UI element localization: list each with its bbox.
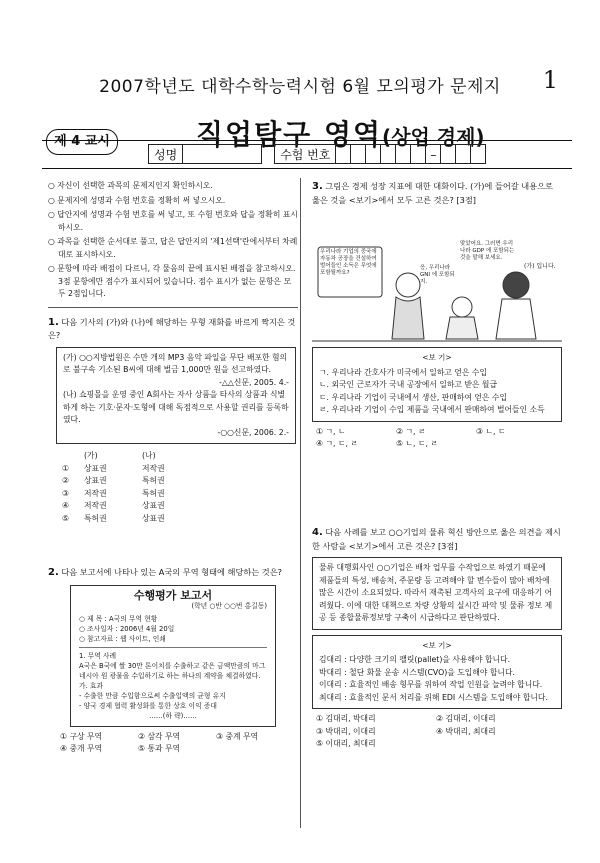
instructions	[48, 180, 298, 301]
question-stem: 다음 기사의 (가)와 (나)에 해당하는 무형 재화를 바르게 짝지은 것은?	[48, 316, 296, 340]
exam-number-dash: –	[426, 144, 441, 164]
report-body: A국은 B국에 쌀 30만 톤이치를 수출하고 같은 금액만큼의 마그네시아 원 광물을 수입하기로 하는 하나의 계약을 체결하였다.	[79, 661, 266, 680]
answer-option[interactable]: ④ ㄱ, ㄷ, ㄹ	[316, 439, 358, 448]
report-title: 수행평가 보고서	[133, 588, 213, 602]
speech-bubble-right: 맞았어요. 그러면 우리나라 GDP 에 포함되는 것을 말해 보세요.	[460, 241, 515, 261]
answer-option[interactable]: ① ㄱ, ㄴ	[316, 426, 346, 436]
right-column-q4	[312, 526, 562, 751]
col-ga-header: (가)	[84, 451, 98, 460]
exam-number-digit[interactable]	[396, 144, 411, 164]
question-2	[48, 566, 298, 580]
question-3	[312, 180, 562, 206]
q1-passage-box	[56, 347, 296, 445]
passage-ga: (가) ○○지방법원은 수만 개의 MP3 음악 파일을 무단 배포한 혐의로 불구속 기소된 B씨에 대해 벌금 1,000만 원을 선고하였다.	[63, 352, 288, 374]
question-number: 3.	[312, 181, 323, 192]
question-number: 1.	[48, 316, 59, 328]
q2-options	[60, 731, 298, 756]
answer-option[interactable]: ③ ㄴ, ㄷ	[476, 426, 506, 436]
header-rule-bottom	[42, 168, 572, 169]
exam-number-digit[interactable]	[471, 144, 486, 164]
report-omitted: ……(하 략)……	[149, 711, 197, 720]
q1-options	[62, 450, 298, 525]
left-column-q2	[48, 566, 298, 756]
bogi-item: ㄷ. 우리나라 기업이 국내에서 생산, 판매하여 얻은 수입	[319, 392, 508, 402]
bogi-item: 김대리 : 다양한 크기의 팰릿(pallet)을 사용해야 합니다.	[319, 655, 511, 664]
q3-options	[316, 426, 562, 451]
answer-option[interactable]: ① 김대리, 박대리	[316, 714, 376, 723]
q4-bogi-box	[312, 635, 562, 710]
instruction-item: ○ 문제지에 성명과 수험 번호를 정확히 써 넣으시오.	[48, 195, 226, 205]
question-number: 4.	[312, 527, 323, 538]
report-effect: - 양국 경제 협력 활성화를 통한 상호 이익 증대	[79, 701, 217, 710]
name-field[interactable]	[183, 144, 262, 164]
report-item: ○ 조사일자 : 2006년 4월 20일	[79, 624, 175, 633]
subject-subtitle: (상업 경제)	[382, 125, 485, 149]
subject-name: 직업탐구 영역	[196, 118, 383, 151]
answer-option[interactable]: ③ 중계 무역	[216, 731, 259, 741]
speech-bubble-left: 우리나라 기업의 중국에 자동차 공장을 건설하여 벌어들인 소득은 무엇에 포함될까요?	[320, 249, 377, 276]
header-rule-top	[42, 140, 572, 141]
bogi-item: 박대리 : 철단 화물 운송 시스템(CVO)을 도입해야 합니다.	[319, 667, 515, 677]
name-label: 성명	[148, 144, 183, 164]
exam-number-digit[interactable]	[441, 144, 456, 164]
exam-title: 2007학년도 대학수학능력시험 6월 모의평가 문제지	[99, 77, 501, 97]
passage-na-source: -○○신문, 2006. 2.-	[217, 427, 289, 437]
bogi-item: 이대리 : 효율적인 배송 형무를 위하여 작업 인원을 늘려야 합니다.	[319, 680, 543, 689]
bogi-item: ㄴ. 외국인 근로자가 국내 공장에서 일하고 받은 월급	[319, 380, 497, 389]
instruction-item: ○ 문항에 따라 배점이 다르니, 각 물음의 끝에 표시된 배점을 참고하시오. 3점 문항에만 점수가 표시되어 있습니다. 점수 표시가 없는 문항은 모두 2점입니다.	[48, 264, 296, 298]
instruction-item: ○ 자신이 선택한 과목의 문제지인지 확인하시오.	[48, 181, 213, 190]
answer-option[interactable]: ⑤ ㄴ, ㄷ, ㄹ	[396, 439, 438, 448]
report-effect: - 수출한 만큼 수입함으로써 수출입액의 균형 유지	[79, 691, 226, 700]
passage-ga-source: -△△신문, 2005. 4.-	[219, 377, 289, 387]
q3-bogi-box	[312, 347, 562, 422]
speech-bubble-center: 응, 우리나라 GNI 에 포함되지.	[420, 265, 455, 285]
q1-option-header	[62, 450, 298, 463]
col-na-header: (나)	[142, 451, 156, 460]
q3-illustration	[312, 211, 562, 343]
q4-options	[316, 713, 562, 751]
answer-option[interactable]: ② 삼각 무역	[138, 731, 181, 741]
answer-option[interactable]: ③ 저작권 특허권	[62, 488, 165, 498]
bogi-title: <보 기>	[422, 353, 452, 362]
right-column	[312, 180, 562, 451]
report-box	[70, 585, 276, 727]
page-number: 1	[542, 66, 558, 94]
answer-option[interactable]: ② 김대리, 이대리	[436, 714, 496, 723]
speech-bubble-ga: (가) 입니다.	[524, 263, 556, 270]
question-1	[48, 316, 298, 342]
exam-number-digit[interactable]	[411, 144, 426, 164]
instruction-item: ○ 답안지에 성명과 수험 번호를 써 넣고, 또 수험 번호와 답을 정확히 표시하시오.	[48, 210, 298, 232]
instruction-item: ○ 과목을 선택한 순서대로 풀고, 답은 답안지의 '제1선택'란에서부터 차례대로 표시하시오.	[48, 237, 298, 259]
bogi-item: 최대리 : 효율적인 문서 처리를 위해 EDI 시스템을 도입해야 합니다.	[319, 692, 548, 702]
answer-option[interactable]: ⑤ 통과 무역	[138, 744, 181, 753]
answer-option[interactable]: ⑤ 이대리, 최대리	[316, 739, 376, 748]
report-item: ○ 제 목 : A국의 무역 현황	[79, 614, 158, 623]
report-effect-head: 가. 효과	[79, 681, 104, 690]
period-badge: 제 4 교시	[46, 129, 118, 155]
answer-option[interactable]: ① 상표권 저작권	[62, 463, 165, 473]
bogi-item: ㄱ. 우리나라 간호사가 미국에서 일하고 얻은 수입	[319, 367, 487, 377]
candidate-id-row	[148, 144, 486, 164]
exam-number-digit[interactable]	[381, 144, 396, 164]
q4-case-box: 물류 대행회사인 ○○기업은 배차 업무를 수작업으로 하였기 때문에 제품들의 특성, 배송처, 주문량 등 고려해야 할 변수들이 많아 배차에 많은 시간이 소요되었다. 따라서 재촉된 고객사의 요구에 대응하기 어려웠다. 이에 대한 대책으로 차량 상황의 실시간 파악 및 물류 정보 제공 등 종합물류정보망 구축이 시급하다고 판단하였다.	[312, 557, 562, 630]
report-section-head: 1. 무역 사례	[79, 651, 117, 660]
question-4	[312, 526, 562, 552]
bogi-title: <보 기>	[422, 640, 452, 650]
exam-number-label: 수험 번호	[274, 144, 336, 164]
exam-number-digit[interactable]	[366, 144, 381, 164]
answer-option[interactable]: ① 구상 무역	[60, 731, 103, 741]
question-number: 2.	[48, 567, 59, 578]
column-divider	[300, 178, 301, 828]
answer-option[interactable]: ② 상표권 특허권	[62, 476, 165, 485]
answer-option[interactable]: ③ 박대리, 이대리	[316, 726, 376, 736]
bogi-item: ㄹ. 우리나라 기업이 수입 제품을 국내에서 판매하여 벌어들인 소득	[319, 405, 545, 414]
exam-number-digit[interactable]	[336, 144, 351, 164]
notes-divider	[48, 307, 298, 308]
report-class: (학년 ○반 ○○번 홍길동)	[191, 601, 267, 610]
exam-number-digit[interactable]	[456, 144, 471, 164]
answer-option[interactable]: ④ 박대리, 최대리	[436, 726, 496, 736]
answer-option[interactable]: ② ㄱ, ㄹ	[396, 426, 426, 436]
answer-option[interactable]: ⑤ 특허권 상표권	[62, 513, 165, 523]
report-item: ○ 참고자료 : 웹 사이트, 인쇄	[79, 634, 166, 643]
question-stem: 다음 보고서에 나타나 있는 A국의 무역 형태에 해당하는 것은?	[61, 567, 282, 577]
question-stem: 다음 사례를 보고 ○○기업의 물류 혁신 방안으로 옳은 의견을 제시한 사람을 <보기>에서 고른 것은? [3점]	[312, 527, 561, 551]
question-stem: 그림은 경제 성장 지표에 대한 대화이다. (가)에 들어갈 내용으로 옳은 것을 <보기>에서 모두 고른 것은? [3점]	[312, 181, 553, 205]
answer-option[interactable]: ④ 저작권 상표권	[62, 501, 165, 510]
answer-option[interactable]: ④ 중개 무역	[60, 744, 103, 753]
passage-na: (나) 쇼핑몰을 운영 중인 A회사는 자사 상품을 타사의 상품과 식별하게 하는 기호·문자·도형에 대해 독점적으로 사용할 권리를 등록하였다.	[63, 390, 289, 424]
left-column	[48, 180, 298, 525]
exam-number-digit[interactable]	[351, 144, 366, 164]
